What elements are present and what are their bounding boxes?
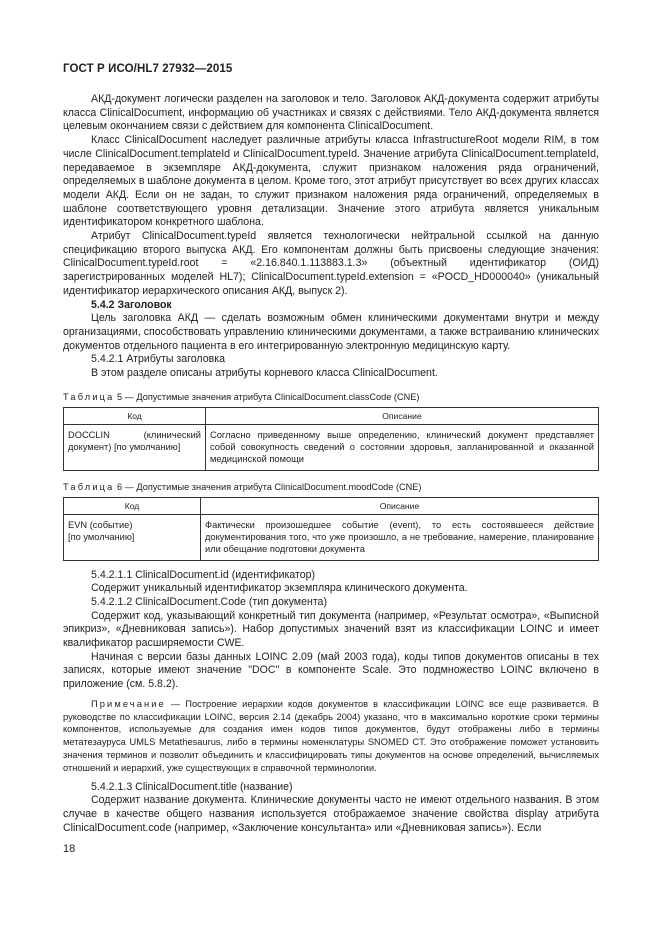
column-header-description: Описание	[206, 407, 599, 424]
subsection-heading: 5.4.2.1 Атрибуты заголовка	[91, 353, 225, 366]
table-caption-label: Таблица	[63, 391, 115, 402]
table-row	[64, 514, 599, 560]
table-caption-label: Таблица	[63, 481, 115, 492]
table-caption-text: 5 — Допустимые значения атрибута ClinicalDocument.classCode (CNE)	[114, 391, 420, 402]
page-number: 18	[63, 843, 76, 855]
table-6	[63, 497, 599, 561]
section-heading-5-4-2: 5.4.2 Заголовок	[91, 298, 172, 311]
table-5-caption	[63, 391, 599, 403]
column-header-code: Код	[64, 497, 201, 514]
paragraph: Содержит название документа. Клинические документы часто не имеют отдельного названия. В этом случае в качестве общего названия используется отображаемое значение свойства display атрибута ClinicalDocument.code (например, «Заключение консультанта» или «Дневниковая запись»). Если	[63, 794, 599, 834]
cell-code-line: [по умолчанию]	[68, 531, 135, 542]
note	[63, 698, 599, 775]
cell-code	[64, 514, 201, 560]
table-row	[64, 424, 599, 470]
table-caption-text: 6 — Допустимые значения атрибута ClinicalDocument.moodCode (CNE)	[114, 481, 422, 492]
paragraph: Атрибут ClinicalDocument.typeId является технологически нейтральной ссылкой на данную спецификацию второго выпуска АКД. Его компонентам должны быть присвоены следующие значения: ClinicalDocument.typeId.root = «2.16.840.1.113883.1.3» (объектный идентификатор (ОИД) зарегистрированных моделей HL7); ClinicalDocument.typeId.extension = «POCD_HD000040» (уникальный идентификатор иерархического описания АКД, выпуск 2).	[63, 230, 599, 297]
table-header-row	[64, 407, 599, 424]
subsection-heading: 5.4.2.1.1 ClinicalDocument.id (идентификатор)	[91, 568, 316, 581]
paragraph: Начиная с версии базы данных LOINC 2.09 (май 2003 года), коды типов документов описаны в тех записях, которые имеют значение "DOC" в компоненте Scale. Это подмножество LOINC включено в приложение (см. 5.8.2).	[63, 650, 599, 691]
note-text: — Построение иерархии кодов документов в классификации LOINC все еще развивается. В руководстве по классификации LOINC, версия 2.14 (декабрь 2004) указано, что в максимально короткие сроки термины компонентов, используемые для создания имен кодов типов документов, будут отображены либо в термины метатезауруса UMLS Metathesaurus, либо в термины номенклатуры SNOMED CT. Это отображение поможет установить значения терминов и позволит объединить и классифицировать типы документов на основе определений, вычисляемых отношений и иерархий, уже существующих в справочной терминологии.	[63, 698, 599, 773]
paragraph: В этом разделе описаны атрибуты корневого класса ClinicalDocument.	[91, 367, 438, 380]
running-header: ГОСТ Р ИСО/HL7 27932—2015	[63, 63, 233, 75]
table-header-row	[64, 497, 599, 514]
table-5	[63, 407, 599, 471]
cell-description: Согласно приведенному выше определению, клинический документ представляет собой совокупность сведений о состоянии здоровья, запланированной и оказанной медицинской помощи	[206, 424, 599, 470]
paragraph: Класс ClinicalDocument наследует различные атрибуты класса InfrastructureRoot модели RIM, в том числе ClinicalDocument.templateId и ClinicalDocument.typeId. Значение атрибута ClinicalDocument.templateId, передаваемое в экземпляре АКД-документа, служит признаком наложения ряда ограничений, определяемых в шаблоне документа в целом. Кроме того, этот атрибут присутствует во всех других классах модели АКД. Если он не задан, то служит признаком наложения ряда ограничений, определяемых в шаблоне соответствующего уровня детализации. Значение этого атрибута является уникальным идентификатором конкретного шаблона.	[63, 134, 599, 229]
column-header-code: Код	[64, 407, 206, 424]
cell-code: DOCCLIN (клинический документ) [по умолчанию]	[64, 424, 206, 470]
cell-code-line: EVN (событие)	[68, 519, 133, 530]
table-6-caption	[63, 481, 599, 493]
paragraph: Содержит код, указывающий конкретный тип документа (например, «Результат осмотра», «Выписной эпикриз», «Дневниковая запись»). Набор допустимых значений взят из классификации LOINC и имеет квалификатор расширяемости CWE.	[63, 609, 599, 650]
paragraph: Содержит уникальный идентификатор экземпляра клинического документа.	[91, 582, 468, 595]
page-body	[63, 93, 599, 835]
paragraph: Цель заголовка АКД — сделать возможным обмен клиническими документами внутри и между организациями, способствовать управлению клиническими документами, а также встраиванию клинических документов отдельного пациента в его интегрированную электронную медицинскую карту.	[63, 312, 599, 352]
note-label: Примечание	[91, 698, 166, 709]
subsection-heading: 5.4.2.1.2 ClinicalDocument.Code (тип документа)	[91, 595, 327, 608]
subsection-heading: 5.4.2.1.3 ClinicalDocument.title (название)	[91, 780, 293, 793]
paragraph: АКД-документ логически разделен на заголовок и тело. Заголовок АКД-документа содержит атрибуты класса ClinicalDocument, информацию об участниках и связях с действиями. Тело АКД-документа является целевым окончанием связи с действием для компонента ClinicalDocument.	[63, 93, 599, 133]
column-header-description: Описание	[201, 497, 599, 514]
cell-description: Фактически произошедшее событие (event), то есть состоявшееся действие документирования того, что уже произошло, а не требование, намерение, планирование или обещание подготовки документа	[201, 514, 599, 560]
